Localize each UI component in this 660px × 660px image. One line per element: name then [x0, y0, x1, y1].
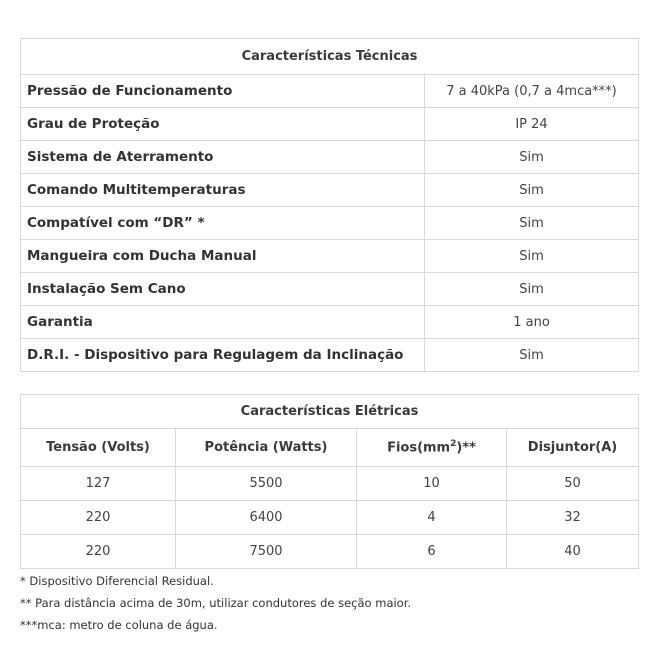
- footnote-mca: ***mca: metro de coluna de água.: [20, 618, 218, 632]
- table-row: [21, 207, 639, 240]
- spec-label: Garantia: [21, 306, 425, 339]
- spec-value: Sim: [425, 141, 639, 174]
- table-row: [21, 108, 639, 141]
- table-row: [21, 174, 639, 207]
- spec-label: Mangueira com Ducha Manual: [21, 240, 425, 273]
- wires-header-suffix: )**: [456, 440, 476, 456]
- spec-value: 1 ano: [425, 306, 639, 339]
- spec-value: Sim: [425, 273, 639, 306]
- electrical-specs-table: [20, 394, 639, 569]
- technical-specs-table: [20, 38, 639, 372]
- column-header-breaker: Disjuntor(A): [507, 429, 639, 467]
- spec-value: Sim: [425, 174, 639, 207]
- breaker-cell: 40: [507, 535, 639, 569]
- spec-value: Sim: [425, 339, 639, 372]
- breaker-cell: 50: [507, 467, 639, 501]
- power-cell: 5500: [176, 467, 357, 501]
- table-row: [21, 306, 639, 339]
- column-header-voltage: Tensão (Volts): [21, 429, 176, 467]
- spec-value: 7 a 40kPa (0,7 a 4mca***): [425, 75, 639, 108]
- spec-value: Sim: [425, 207, 639, 240]
- table-row: [21, 141, 639, 174]
- electrical-specs-title: Características Elétricas: [21, 395, 639, 429]
- voltage-cell: 220: [21, 501, 176, 535]
- spec-value: Sim: [425, 240, 639, 273]
- spec-value: IP 24: [425, 108, 639, 141]
- voltage-cell: 127: [21, 467, 176, 501]
- column-header-power: Potência (Watts): [176, 429, 357, 467]
- technical-specs-title: Características Técnicas: [21, 39, 639, 75]
- spec-label: D.R.I. - Dispositivo para Regulagem da Inclinação: [21, 339, 425, 372]
- table-row: [21, 501, 639, 535]
- power-cell: 6400: [176, 501, 357, 535]
- voltage-cell: 220: [21, 535, 176, 569]
- table-row: [21, 339, 639, 372]
- table-row: [21, 535, 639, 569]
- wires-cell: 6: [357, 535, 507, 569]
- table-row: [21, 240, 639, 273]
- footnotes: [20, 572, 638, 638]
- spec-label: Sistema de Aterramento: [21, 141, 425, 174]
- wires-header-prefix: Fios(mm: [387, 440, 451, 456]
- spec-label: Pressão de Funcionamento: [21, 75, 425, 108]
- column-header-wires: [357, 429, 507, 467]
- footnote-dr: * Dispositivo Diferencial Residual.: [20, 574, 214, 588]
- table-row: [21, 467, 639, 501]
- power-cell: 7500: [176, 535, 357, 569]
- spec-label: Comando Multitemperaturas: [21, 174, 425, 207]
- table-row: [21, 273, 639, 306]
- footnote-distance: ** Para distância acima de 30m, utilizar condutores de seção maior.: [20, 596, 412, 610]
- wires-header-superscript: 2: [450, 439, 457, 450]
- spec-label: Compatível com “DR” *: [21, 207, 425, 240]
- spec-label: Instalação Sem Cano: [21, 273, 425, 306]
- wires-cell: 4: [357, 501, 507, 535]
- table-row: [21, 75, 639, 108]
- spec-label: Grau de Proteção: [21, 108, 425, 141]
- wires-cell: 10: [357, 467, 507, 501]
- breaker-cell: 32: [507, 501, 639, 535]
